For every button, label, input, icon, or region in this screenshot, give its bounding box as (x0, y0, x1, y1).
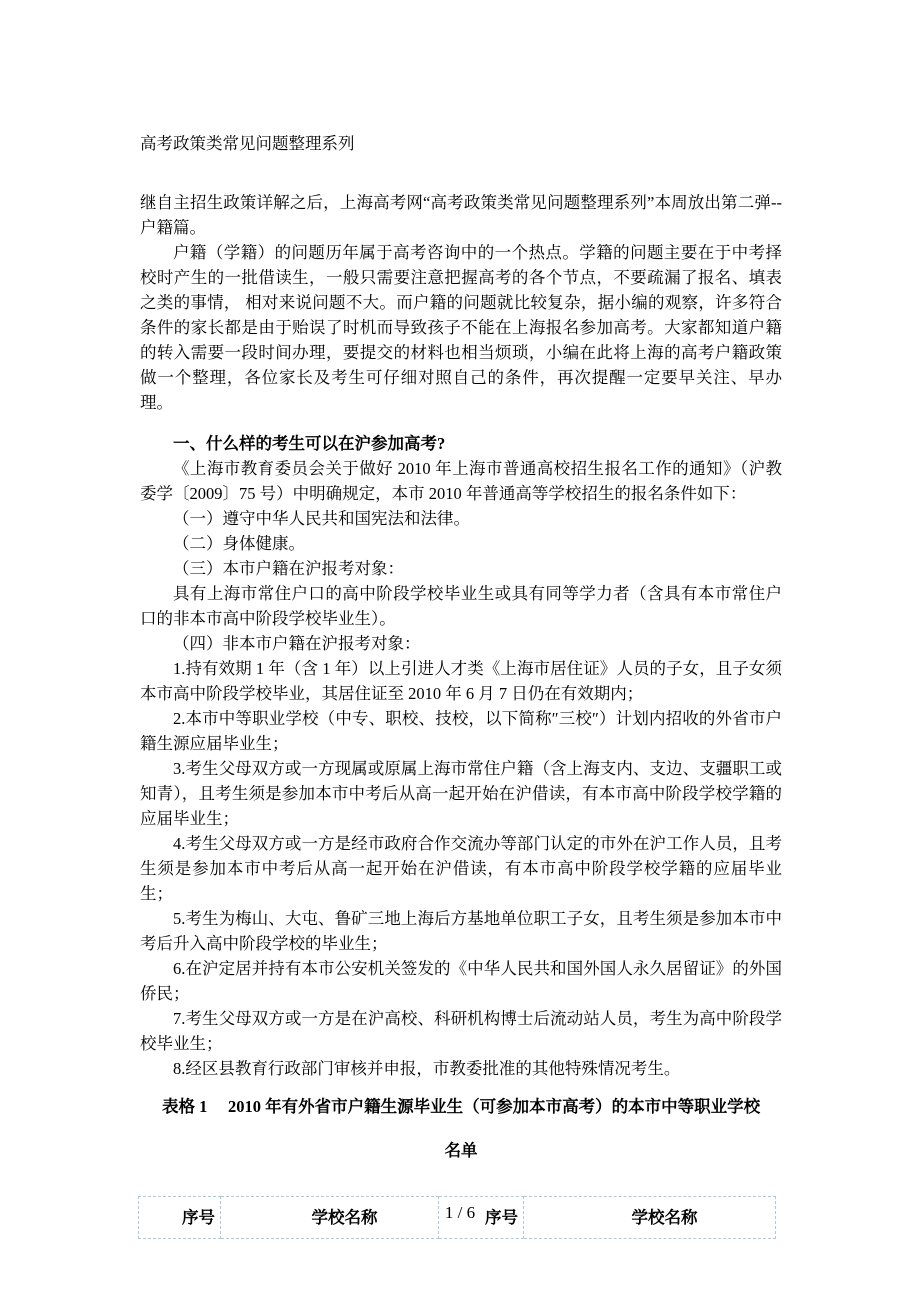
item-7: 7.考生父母双方或一方是在沪高校、科研机构博士后流动站人员，考生为高中阶段学校毕业生； (140, 1009, 782, 1053)
table-header-cell-name-1: 学校名称 (221, 1197, 439, 1239)
item-8: 8.经区县教育行政部门审核并申报，市教委批准的其他特殊情况考生。 (173, 1059, 681, 1078)
page-number: 1 / 6 (444, 1203, 476, 1222)
item-4: 4.考生父母双方或一方是经市政府合作交流办等部门认定的市外在沪工作人员，且考生须是参加本市中考后从高一起开始在沪借读，有本市高中阶段学校学籍的应届毕业生； (140, 834, 782, 903)
notice-paragraph: 《上海市教育委员会关于做好 2010 年上海市普通高校招生报名工作的通知》（沪教委学〔2009〕75 号）中明确规定，本市 2010 年普通高等学校招生的报名条件如下： (140, 459, 782, 503)
item-3: 3.考生父母双方或一方现属或原属上海市常住户籍（含上海支内、支边、支疆职工或知青），且考生须是参加本市中考后从高一起开始在沪借读，有本市高中阶段学校学籍的应届毕业生； (140, 759, 782, 828)
condition-4: （四）非本市户籍在沪报考对象： (173, 634, 421, 653)
table-caption-line1: 表格 1 2010 年有外省市户籍生源毕业生（可参加本市高考）的本市中等职业学校 (161, 1097, 761, 1116)
table-header-cell-seq-1: 序号 (139, 1197, 221, 1239)
item-2: 2.本市中等职业学校（中专、职校、技校，以下简称″三校″）计划内招收的外省市户籍生源应届毕业生； (140, 709, 782, 753)
item-6: 6.在沪定居并持有本市公安机关签发的《中华人民共和国外国人永久居留证》的外国侨民； (140, 959, 782, 1003)
document-body (140, 131, 782, 1239)
doc-title: 高考政策类常见问题整理系列 (140, 134, 355, 153)
item-5: 5.考生为梅山、大屯、鲁矿三地上海后方基地单位职工子女，且考生须是参加本市中考后升入高中阶段学校的毕业生； (140, 909, 782, 953)
table-header-cell-seq-2: 序号 (439, 1197, 524, 1239)
intro-paragraph-1: 继自主招生政策详解之后，上海高考网“高考政策类常见问题整理系列”本周放出第二弹--户籍篇。 (140, 193, 782, 237)
condition-1: （一）遵守中华人民共和国宪法和法律。 (173, 509, 470, 528)
intro-paragraph-2: 户籍（学籍）的问题历年属于高考咨询中的一个热点。学籍的问题主要在于中考择校时产生的一批借读生，一般只需要注意把握高考的各个节点，不要疏漏了报名、填表之类的事情， 相对来说问题不大。而户籍的问题就比较复杂，据小编的观察，许多符合条件的家长都是由于贻误了时机而导致孩子不能在上海报名参加高考。大家都知道户籍的转入需要一段时间办理，要提交的材料也相当烦琐，小编在此将上海的高考户籍政策做一个整理，各位家长及考生可仔细对照自己的条件，再次提醒一定要早关注、早办理。 (140, 243, 782, 412)
condition-3-detail: 具有上海市常住户口的高中阶段学校毕业生或具有同等学力者（含具有本市常住户口的非本市高中阶段学校毕业生）。 (140, 584, 782, 628)
table-header-cell-name-2: 学校名称 (524, 1197, 776, 1239)
condition-3: （三）本市户籍在沪报考对象： (173, 559, 404, 578)
item-1: 1.持有效期 1 年（含 1 年）以上引进人才类《上海市居住证》人员的子女，且子女须本市高中阶段学校毕业，其居住证至 2010 年 6 月 7 日仍在有效期内； (140, 659, 782, 703)
section-heading: 一、什么样的考生可以在沪参加高考? (173, 434, 446, 453)
table-caption-line2: 名单 (444, 1141, 478, 1160)
condition-2: （二）身体健康。 (173, 534, 305, 553)
